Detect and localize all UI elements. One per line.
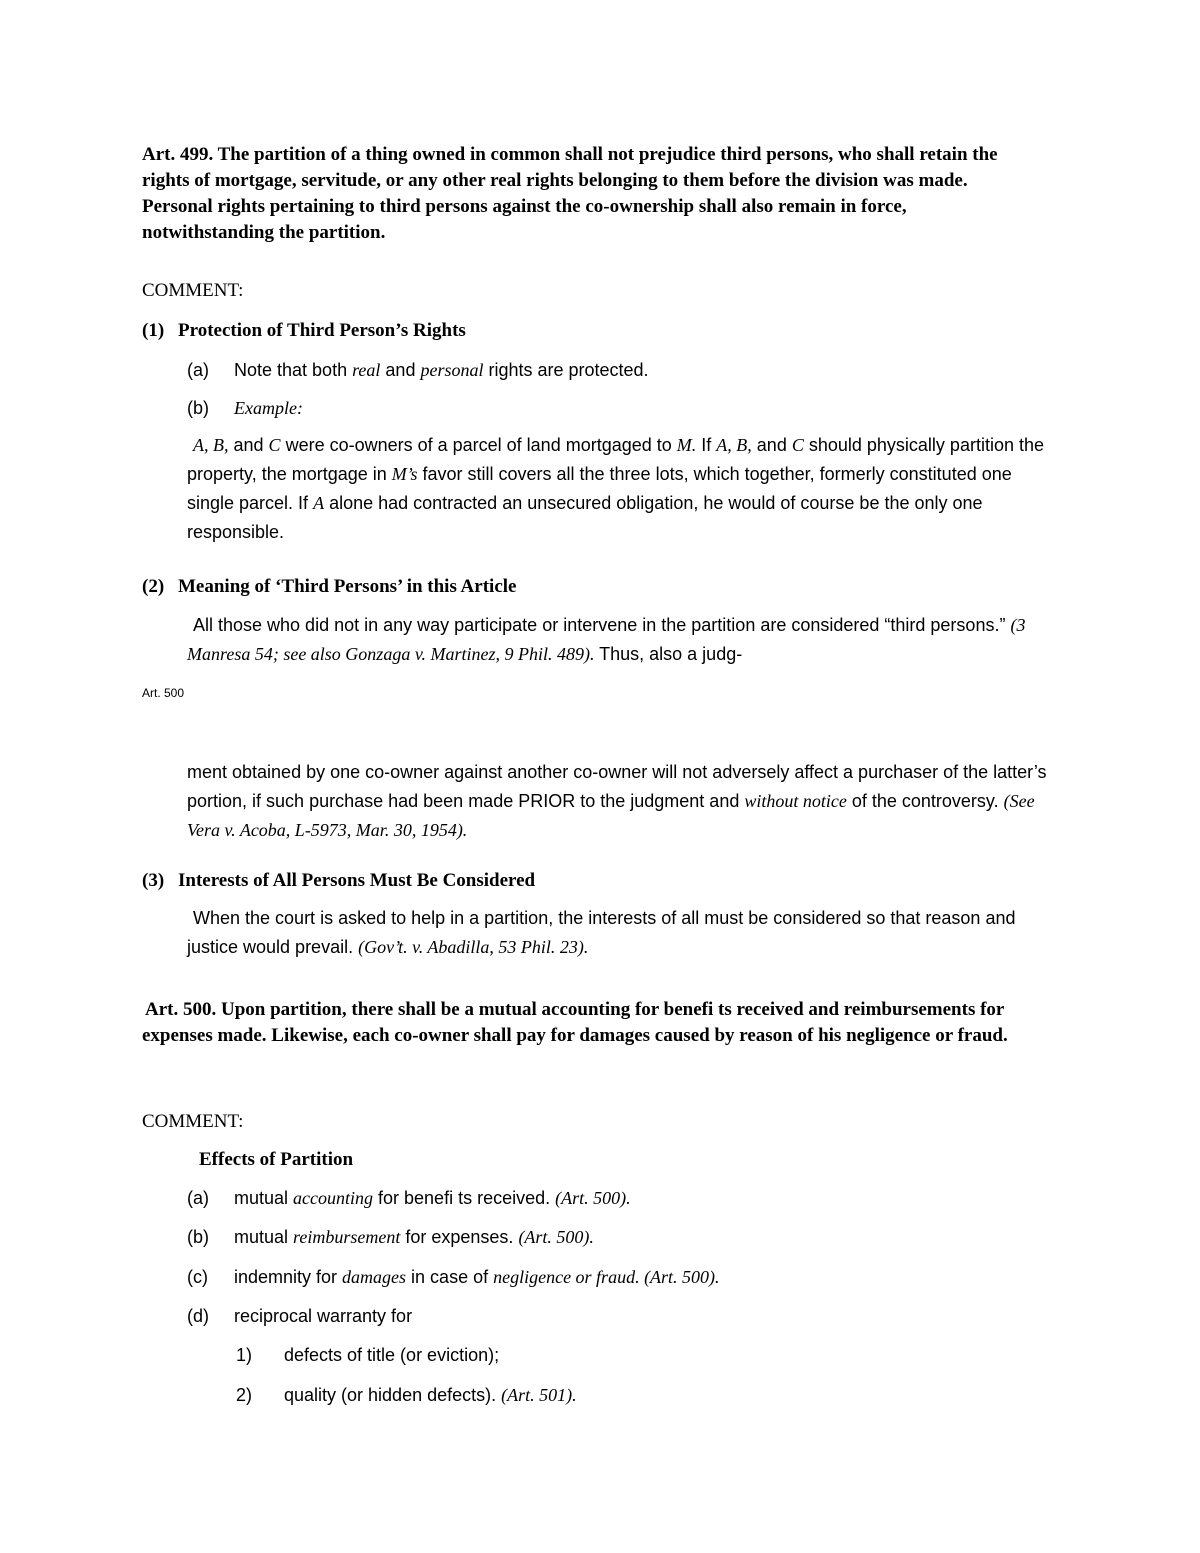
list-label: (c) <box>187 1267 208 1287</box>
list-label: (b) <box>187 1227 209 1247</box>
interests-paragraph: When the court is asked to help in a partition, the interests of all must be considered so that reason and justice would prevail. (Gov’t. v. Abadilla, 53 Phil. 23). <box>187 908 1016 957</box>
list-label: 2) <box>236 1385 253 1405</box>
third-persons-paragraph: All those who did not in any way participate or intervene in the partition are considered “third persons.” (3 Manresa 54; see also Gonzaga v. Martinez, 9 Phil. 489). Thus, also a judg- <box>187 615 1026 664</box>
effects-item-c: (c) indemnity for damages in case of negligence or fraud. (Art. 500). <box>187 1267 720 1287</box>
continued-paragraph: ment obtained by one co-owner against another co-owner will not adversely affect a purchaser of the latter’s portion, if such purchase had been made PRIOR to the judgment and without notice of the controversy. (See Vera v. Acoba, L-5973, Mar. 30, 1954). <box>187 762 1047 840</box>
comment-label: COMMENT: <box>142 280 244 301</box>
page-footer: Art. 500 <box>142 686 185 700</box>
section-title: Protection of Third Person’s Rights <box>178 320 466 341</box>
list-item-b: (b) Example: <box>187 398 303 418</box>
list-label: (a) <box>187 360 209 380</box>
section-heading-1 <box>142 319 466 343</box>
example-paragraph: A, B, and C were co-owners of a parcel of land mortgaged to M. If A, B, and C should physically partition the property, the mortgage in M’s favor still covers all the three lots, which together, formerly constituted one single parcel. If A alone had contracted an unsecured obligation, he would of course be the only one responsible. <box>187 435 1044 542</box>
effects-title: Effects of Partition <box>199 1149 354 1170</box>
section-title: Meaning of ‘Third Persons’ in this Article <box>178 576 517 597</box>
section-number: (1) <box>142 320 165 341</box>
list-label: (a) <box>187 1188 209 1208</box>
section-title: Interests of All Persons Must Be Considered <box>178 870 536 891</box>
list-label: (d) <box>187 1306 209 1326</box>
list-item-a: (a) Note that both real and personal rights are protected. <box>187 360 649 380</box>
comment-label-2: COMMENT: <box>142 1111 244 1132</box>
section-heading-2 <box>142 575 516 599</box>
section-number: (2) <box>142 576 165 597</box>
warranty-sub-item-2: 2) quality (or hidden defects). (Art. 501). <box>236 1385 577 1405</box>
list-label: (b) <box>187 398 209 418</box>
article-500-text: Art. 500. Upon partition, there shall be a mutual accounting for benefi ts received and reimbursements for expenses made. Likewise, each co-owner shall pay for damages caused by reason of his negligence or fraud. <box>142 999 1008 1046</box>
effects-item-b: (b) mutual reimbursement for expenses. (Art. 500). <box>187 1227 594 1247</box>
section-number: (3) <box>142 870 165 891</box>
article-499-text: Art. 499. The partition of a thing owned in common shall not prejudice third persons, who shall retain the rights of mortgage, servitude, or any other real rights belonging to them before the division was made. Personal rights pertaining to third persons against the co-ownership shall also remain in force, notwithstanding the partition. <box>142 144 998 243</box>
effects-item-a: (a) mutual accounting for benefi ts received. (Art. 500). <box>187 1188 631 1208</box>
warranty-sub-item-1: 1) defects of title (or eviction); <box>236 1345 500 1365</box>
effects-item-d: (d) reciprocal warranty for <box>187 1306 413 1326</box>
list-label: 1) <box>236 1345 253 1365</box>
section-heading-3 <box>142 869 535 893</box>
